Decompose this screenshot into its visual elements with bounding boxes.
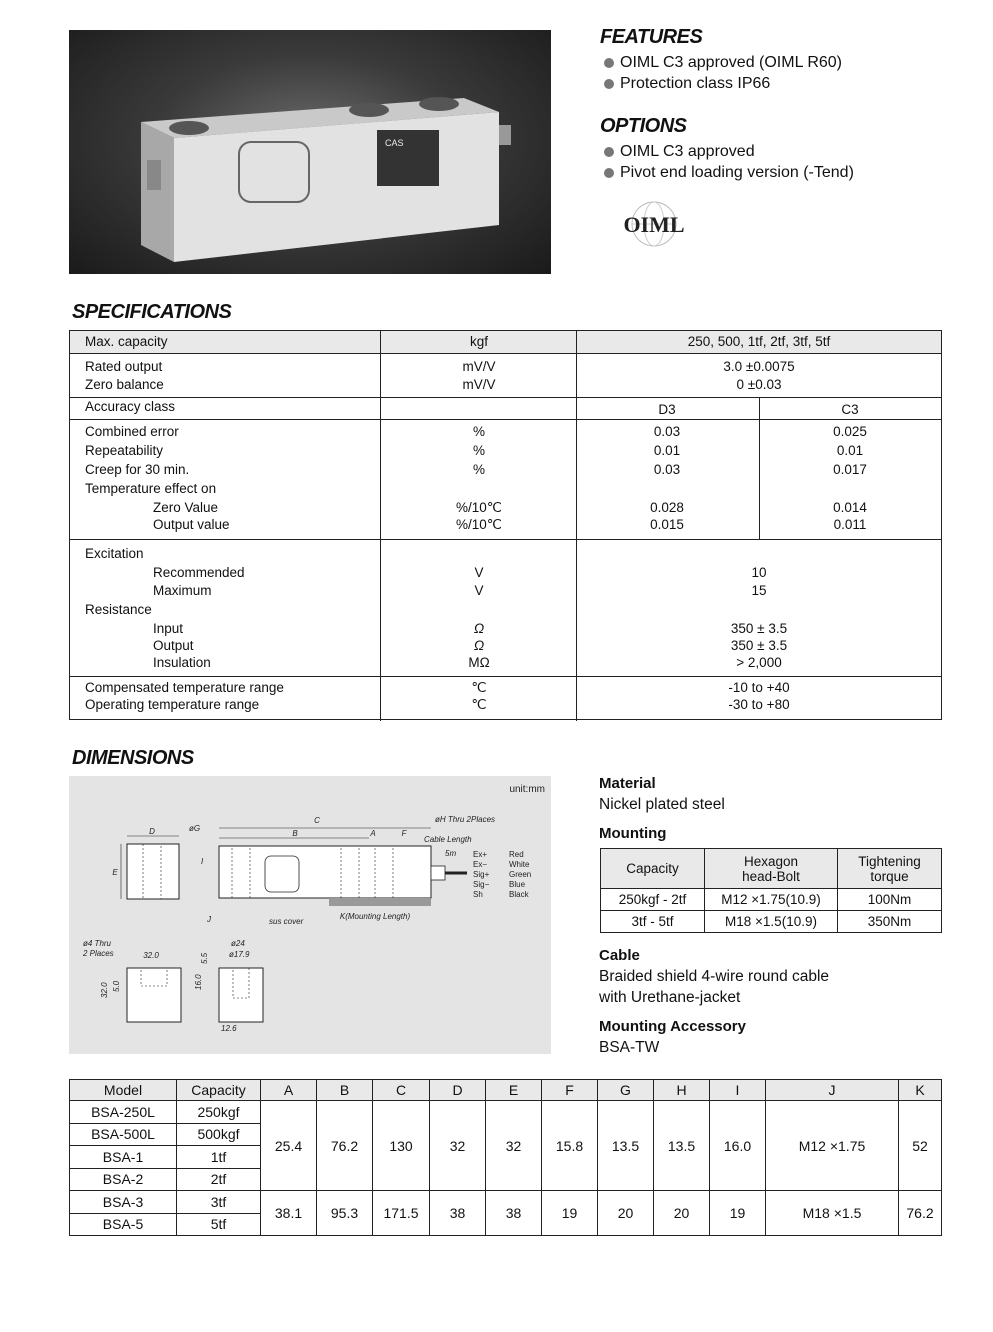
spec-recommended-unit: V <box>474 565 484 580</box>
mounting-table <box>600 848 942 933</box>
spec-zero-value-label: Zero Value <box>153 500 219 515</box>
label-e: E <box>112 868 118 877</box>
mounting-header-torque: Tightening torque <box>838 849 942 889</box>
svg-text:Blue: Blue <box>509 880 526 889</box>
spec-oper-temp-value: -30 to +80 <box>728 697 790 712</box>
option-item-1: OIML C3 approved <box>604 143 755 161</box>
spec-comp-temp-unit: ℃ <box>471 680 487 695</box>
label-cable-length: Cable Length <box>424 835 472 844</box>
spec-output-unit: Ω <box>473 638 485 653</box>
svg-text:Sig−: Sig− <box>473 880 490 889</box>
cable-line-1: Braided shield 4-wire round cable <box>599 968 830 985</box>
spec-oper-temp-unit: ℃ <box>471 697 487 712</box>
svg-text:Green: Green <box>509 870 532 879</box>
label-k: K(Mounting Length) <box>339 912 411 921</box>
product-photo <box>69 30 551 274</box>
mounting-title: Mounting <box>599 825 667 842</box>
label-j: J <box>207 915 211 924</box>
mounting-row: 3tf - 5tf M18 ×1.5(10.9) 350Nm <box>601 911 942 933</box>
label-f: F <box>401 829 407 838</box>
svg-text:OIML: OIML <box>623 212 685 237</box>
dimension-drawing <box>69 776 551 1054</box>
spec-zero-balance-unit: mV/V <box>462 377 496 392</box>
label-i: I <box>201 857 204 866</box>
label-h: øH Thru 2Places <box>435 815 496 824</box>
spec-input-value: 350 ± 3.5 <box>730 621 788 636</box>
spec-recommended-value: 10 <box>751 565 767 580</box>
label-h5: 5.0 <box>112 980 121 992</box>
options-title: OPTIONS <box>600 115 687 137</box>
table-row: BSA-2 2tf <box>70 1168 942 1191</box>
specifications-title: SPECIFICATIONS <box>72 301 232 323</box>
svg-text:Sh: Sh <box>473 890 483 899</box>
spec-zero-balance-value: 0 ±0.03 <box>736 377 782 392</box>
label-g: øG <box>189 824 201 833</box>
bullet-icon <box>604 58 614 68</box>
label-a: A <box>370 829 376 838</box>
label-w32: 32.0 <box>143 951 159 960</box>
mounting-header-bolt: Hexagon head-Bolt <box>705 849 838 889</box>
spec-output-label: Output <box>153 638 194 653</box>
label-d179: ø17.9 <box>229 950 250 959</box>
spec-insulation-value: > 2,000 <box>736 655 782 670</box>
spec-zero-value-d3: 0.028 <box>650 500 684 515</box>
model-dimension-table <box>69 1079 942 1236</box>
spec-maximum-unit: V <box>474 583 484 598</box>
spec-input-label: Input <box>153 621 184 636</box>
spec-creep-label: Creep for 30 min. <box>85 462 190 477</box>
svg-text:Ex+: Ex+ <box>473 850 488 859</box>
features-title: FEATURES <box>600 26 703 48</box>
svg-text:Ex−: Ex− <box>473 860 488 869</box>
spec-accuracy-d3: D3 <box>658 402 676 417</box>
bullet-icon <box>604 147 614 157</box>
table-row: BSA-500L 500kgf <box>70 1123 942 1146</box>
table-row: BSA-250L 250kgf 25.4 76.2 130 32 32 15.8 13.5 13.5 16.0 M12 ×1.75 52 <box>70 1101 942 1124</box>
label-2places: 2 Places <box>83 949 114 958</box>
spec-input-unit: Ω <box>473 621 485 636</box>
label-sus-cover: sus cover <box>269 917 304 926</box>
spec-combined-error-d3: 0.03 <box>653 424 681 439</box>
spec-rated-output-unit: mV/V <box>462 359 496 374</box>
model-table-header: Model Capacity A B C D E F G H I J K <box>70 1080 942 1101</box>
spec-rated-output-label: Rated output <box>85 359 163 374</box>
label-w126: 12.6 <box>221 1024 237 1033</box>
spec-combined-error-unit: % <box>472 424 486 439</box>
table-row: BSA-1 1tf <box>70 1146 942 1169</box>
spec-zero-balance-label: Zero balance <box>85 377 164 392</box>
accessory-title: Mounting Accessory <box>599 1018 746 1035</box>
table-row: BSA-3 3tf 38.1 95.3 171.5 38 38 19 20 20 19 M18 ×1.5 76.2 <box>70 1191 942 1214</box>
cable-title: Cable <box>599 947 640 964</box>
label-d24: ø24 <box>231 939 245 948</box>
spec-combined-error-c3: 0.025 <box>833 424 867 439</box>
feature-item-1: OIML C3 approved (OIML R60) <box>604 54 842 72</box>
svg-text:Black: Black <box>509 890 529 899</box>
spec-accuracy-c3: C3 <box>841 402 859 417</box>
spec-insulation-unit: MΩ <box>468 655 490 670</box>
oiml-logo <box>618 198 690 250</box>
spec-resistance-label: Resistance <box>85 602 152 617</box>
spec-excitation-label: Excitation <box>85 546 144 561</box>
bullet-icon <box>604 168 614 178</box>
spec-combined-error-label: Combined error <box>85 424 179 439</box>
spec-output-value-d3: 0.015 <box>650 517 684 532</box>
spec-insulation-label: Insulation <box>153 655 211 670</box>
mounting-header-capacity: Capacity <box>601 849 705 889</box>
spec-output-value: 350 ± 3.5 <box>730 638 788 653</box>
spec-repeatability-c3: 0.01 <box>836 443 864 458</box>
spec-output-value-c3: 0.011 <box>833 517 867 532</box>
spec-creep-d3: 0.03 <box>653 462 681 477</box>
accessory-value: BSA-TW <box>599 1039 660 1056</box>
spec-output-value-label: Output value <box>153 517 230 532</box>
spec-creep-c3: 0.017 <box>833 462 867 477</box>
spec-maximum-value: 15 <box>751 583 767 598</box>
spec-zero-value-c3: 0.014 <box>833 500 867 515</box>
spec-repeatability-d3: 0.01 <box>653 443 681 458</box>
label-h160: 16.0 <box>194 974 203 990</box>
spec-temp-effect-label: Temperature effect on <box>85 481 217 496</box>
spec-repeatability-unit: % <box>472 443 486 458</box>
spec-max-capacity-label: Max. capacity <box>85 334 168 349</box>
spec-comp-temp-label: Compensated temperature range <box>85 680 284 695</box>
spec-max-capacity-unit: kgf <box>469 334 489 349</box>
load-cell-image <box>69 30 551 274</box>
material-value: Nickel plated steel <box>599 796 725 813</box>
spec-rated-output-value: 3.0 ±0.0075 <box>723 359 795 374</box>
label-b: B <box>292 829 298 838</box>
label-h32: 32.0 <box>100 982 109 998</box>
label-c: C <box>314 816 320 825</box>
label-5m: 5m <box>445 849 457 858</box>
label-thru4: ø4 Thru <box>83 939 112 948</box>
spec-max-capacity-value: 250, 500, 1tf, 2tf, 3tf, 5tf <box>687 334 831 349</box>
spec-accuracy-label: Accuracy class <box>85 399 176 414</box>
svg-text:Red: Red <box>509 850 524 859</box>
cable-line-2: with Urethane-jacket <box>599 989 741 1006</box>
svg-text:White: White <box>509 860 530 869</box>
option-item-2: Pivot end loading version (-Tend) <box>604 164 854 182</box>
dimensions-title: DIMENSIONS <box>72 747 194 769</box>
spec-creep-unit: % <box>472 462 486 477</box>
specifications-table <box>69 330 942 720</box>
spec-repeatability-label: Repeatability <box>85 443 164 458</box>
spec-maximum-label: Maximum <box>153 583 212 598</box>
spec-oper-temp-label: Operating temperature range <box>85 697 260 712</box>
bullet-icon <box>604 79 614 89</box>
label-d: D <box>149 827 155 836</box>
photo-brand-label: CAS <box>385 138 404 148</box>
label-h55: 5.5 <box>200 952 209 964</box>
table-row: BSA-5 5tf <box>70 1213 942 1236</box>
spec-zero-value-unit: %/10℃ <box>456 500 502 515</box>
spec-comp-temp-value: -10 to +40 <box>728 680 790 695</box>
spec-output-value-unit: %/10℃ <box>456 517 502 532</box>
spec-recommended-label: Recommended <box>153 565 245 580</box>
svg-text:Sig+: Sig+ <box>473 870 490 879</box>
mounting-row: 250kgf - 2tf M12 ×1.75(10.9) 100Nm <box>601 889 942 911</box>
material-title: Material <box>599 775 656 792</box>
feature-item-2: Protection class IP66 <box>604 75 770 93</box>
unit-label: unit:mm <box>509 784 545 795</box>
